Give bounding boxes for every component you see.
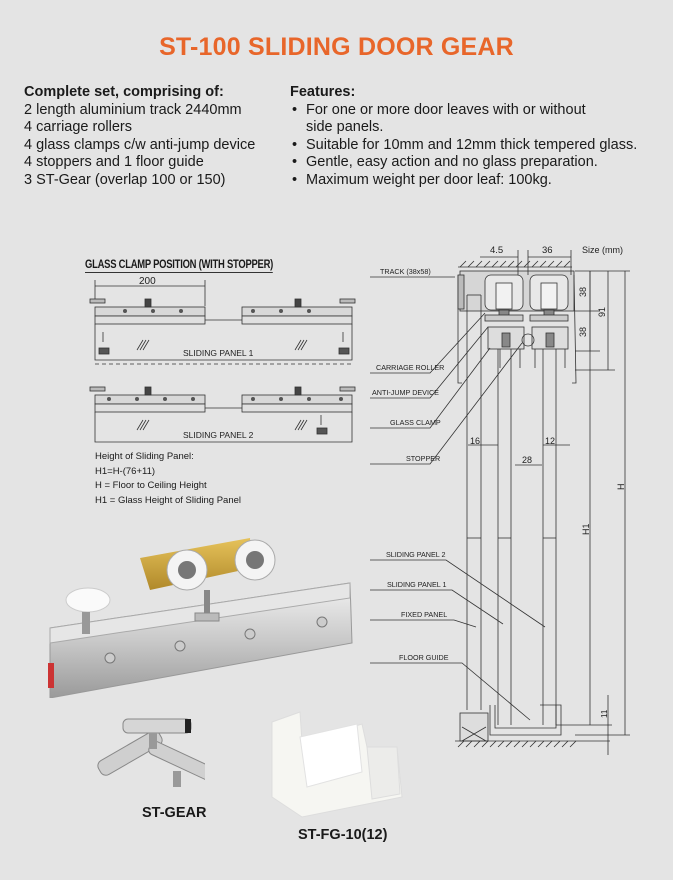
features-list — [290, 84, 670, 189]
dim-H: H — [616, 483, 626, 490]
label-sliding-panel-1: SLIDING PANEL 1 — [387, 580, 447, 589]
height-note-line: H1 = Glass Height of Sliding Panel — [95, 494, 242, 506]
label-track: TRACK (38x58) — [380, 267, 431, 276]
clamp-diagram-title: GLASS CLAMP POSITION (WITH STOPPER) — [85, 259, 274, 271]
dim-4-5: 4.5 — [490, 245, 504, 256]
dimension-200: 200 — [139, 276, 156, 287]
page-title: ST-100 SLIDING DOOR GEAR — [159, 33, 514, 61]
st-gear-caption: ST-GEAR — [142, 805, 207, 821]
label-fixed-panel: FIXED PANEL — [401, 610, 448, 619]
label-glass-clamp: GLASS CLAMP — [390, 418, 441, 427]
set-item: 4 carriage rollers — [24, 119, 132, 135]
feature-item: • Maximum weight per door leaf: 100kg. — [290, 172, 670, 190]
dim-91: 91 — [597, 306, 607, 317]
st-gear-photo — [85, 715, 205, 800]
dim-11: 11 — [600, 709, 609, 718]
floor-guide-photo — [262, 702, 412, 822]
height-note — [95, 450, 241, 508]
dim-28: 28 — [522, 455, 533, 465]
feature-item: • Gentle, easy action and no glass preparation. — [290, 154, 670, 172]
set-item: 4 stoppers and 1 floor guide — [24, 154, 204, 170]
height-note-line: H = Floor to Ceiling Height — [95, 480, 207, 491]
label-stopper: STOPPER — [406, 454, 441, 463]
feature-item: • Suitable for 10mm and 12mm thick tempered glass. — [290, 137, 670, 155]
dim-38-top: 38 — [578, 286, 588, 297]
set-item: 3 ST-Gear (overlap 100 or 150) — [24, 171, 226, 188]
label-sliding-panel-2: SLIDING PANEL 2 — [386, 550, 446, 559]
section-diagram — [370, 235, 673, 760]
set-item: 4 glass clamps c/w anti-jump device — [24, 136, 256, 153]
dim-H1: H1 — [581, 523, 591, 535]
label-carriage-roller: CARRIAGE ROLLER — [376, 363, 445, 372]
features-heading: Features: — [290, 84, 356, 100]
label-floor-guide: FLOOR GUIDE — [399, 653, 449, 662]
dim-16: 16 — [470, 436, 481, 446]
complete-set-list — [24, 84, 255, 189]
dim-12: 12 — [545, 436, 556, 446]
height-note-line: Height of Sliding Panel: — [95, 451, 194, 462]
clamp-roller-photo — [40, 518, 360, 698]
dim-38-bottom: 38 — [578, 326, 588, 337]
clamp-position-diagram — [85, 270, 365, 450]
feature-item: • For one or more door leaves with or without side panels. — [290, 102, 596, 137]
dim-36: 36 — [542, 245, 553, 256]
label-anti-jump-device: ANTI-JUMP DEVICE — [372, 388, 439, 397]
height-note-line: H1=H-(76+11) — [95, 465, 156, 477]
set-item: 2 length aluminium track 2440mm — [24, 101, 242, 118]
sliding-panel-2-label: SLIDING PANEL 2 — [183, 430, 254, 440]
size-unit: Size (mm) — [582, 245, 623, 255]
floor-guide-caption: ST-FG-10(12) — [298, 827, 388, 843]
sliding-panel-1-label: SLIDING PANEL 1 — [183, 348, 254, 358]
complete-set-heading: Complete set, comprising of: — [24, 84, 224, 100]
